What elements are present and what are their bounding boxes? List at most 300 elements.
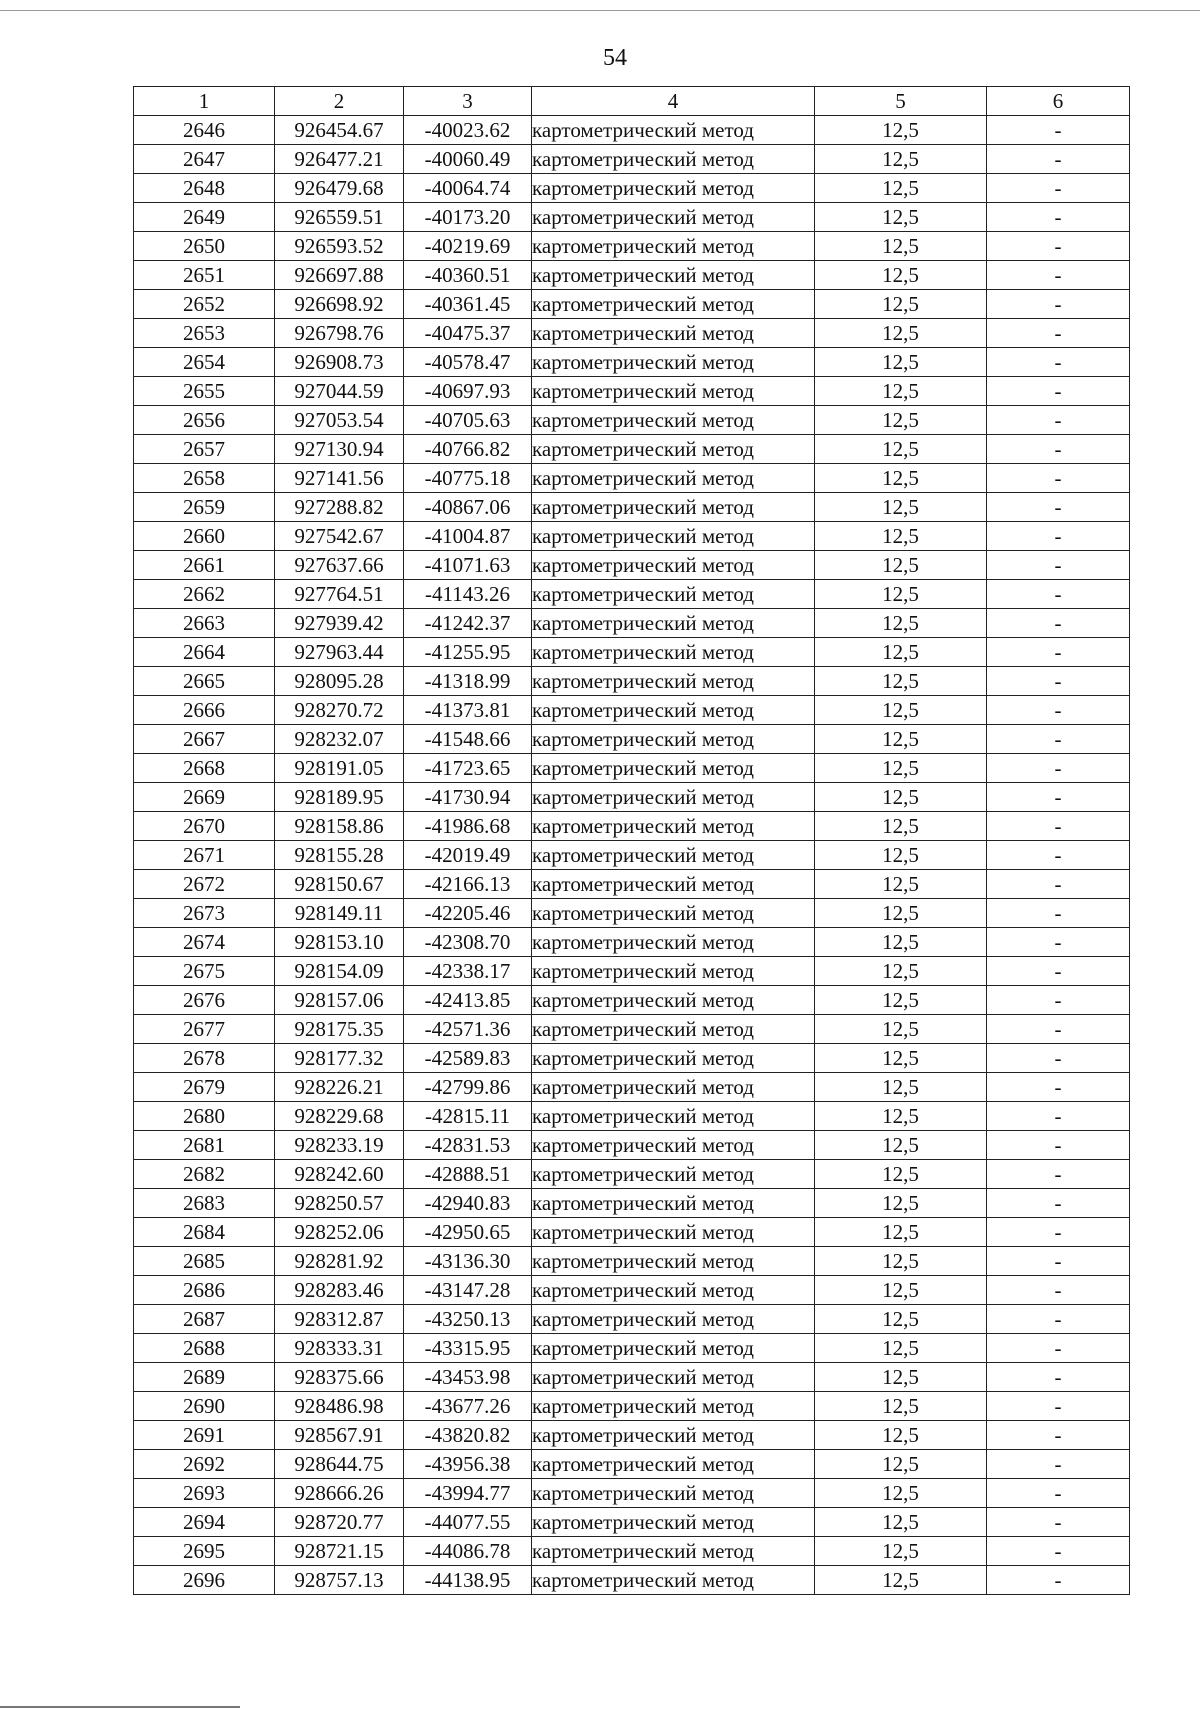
method-cell: картометрический метод <box>532 957 815 986</box>
point-number-cell: 2693 <box>134 1479 275 1508</box>
x-coordinate-cell: 928252.06 <box>275 1218 404 1247</box>
note-cell: - <box>987 1218 1130 1247</box>
table-row <box>134 1160 1130 1189</box>
y-coordinate-cell: -40475.37 <box>404 319 532 348</box>
point-number-cell: 2689 <box>134 1363 275 1392</box>
accuracy-cell: 12,5 <box>815 841 987 870</box>
accuracy-cell: 12,5 <box>815 145 987 174</box>
note-cell: - <box>987 1508 1130 1537</box>
note-cell: - <box>987 1334 1130 1363</box>
y-coordinate-cell: -40867.06 <box>404 493 532 522</box>
accuracy-cell: 12,5 <box>815 1073 987 1102</box>
accuracy-cell: 12,5 <box>815 232 987 261</box>
point-number-cell: 2665 <box>134 667 275 696</box>
note-cell: - <box>987 1131 1130 1160</box>
method-cell: картометрический метод <box>532 435 815 464</box>
x-coordinate-cell: 928177.32 <box>275 1044 404 1073</box>
y-coordinate-cell: -43453.98 <box>404 1363 532 1392</box>
y-coordinate-cell: -43994.77 <box>404 1479 532 1508</box>
x-coordinate-cell: 926477.21 <box>275 145 404 174</box>
table-row <box>134 1015 1130 1044</box>
x-coordinate-cell: 926697.88 <box>275 261 404 290</box>
accuracy-cell: 12,5 <box>815 667 987 696</box>
top-scan-rule <box>0 10 1200 11</box>
y-coordinate-cell: -40064.74 <box>404 174 532 203</box>
point-number-cell: 2663 <box>134 609 275 638</box>
column-header-6: 6 <box>987 87 1130 116</box>
accuracy-cell: 12,5 <box>815 1334 987 1363</box>
x-coordinate-cell: 926908.73 <box>275 348 404 377</box>
y-coordinate-cell: -40775.18 <box>404 464 532 493</box>
method-cell: картометрический метод <box>532 1421 815 1450</box>
accuracy-cell: 12,5 <box>815 609 987 638</box>
point-number-cell: 2654 <box>134 348 275 377</box>
accuracy-cell: 12,5 <box>815 696 987 725</box>
point-number-cell: 2666 <box>134 696 275 725</box>
accuracy-cell: 12,5 <box>815 203 987 232</box>
x-coordinate-cell: 928226.21 <box>275 1073 404 1102</box>
table-row <box>134 1276 1130 1305</box>
table-row <box>134 899 1130 928</box>
accuracy-cell: 12,5 <box>815 116 987 145</box>
method-cell: картометрический метод <box>532 696 815 725</box>
x-coordinate-cell: 927542.67 <box>275 522 404 551</box>
table-row <box>134 1566 1130 1595</box>
note-cell: - <box>987 1421 1130 1450</box>
y-coordinate-cell: -43315.95 <box>404 1334 532 1363</box>
method-cell: картометрический метод <box>532 667 815 696</box>
point-number-cell: 2646 <box>134 116 275 145</box>
table-row <box>134 841 1130 870</box>
table-row <box>134 319 1130 348</box>
note-cell: - <box>987 1247 1130 1276</box>
y-coordinate-cell: -42571.36 <box>404 1015 532 1044</box>
method-cell: картометрический метод <box>532 1160 815 1189</box>
table-row <box>134 1073 1130 1102</box>
x-coordinate-cell: 928150.67 <box>275 870 404 899</box>
y-coordinate-cell: -42413.85 <box>404 986 532 1015</box>
table-row <box>134 290 1130 319</box>
note-cell: - <box>987 754 1130 783</box>
method-cell: картометрический метод <box>532 812 815 841</box>
column-header-2: 2 <box>275 87 404 116</box>
accuracy-cell: 12,5 <box>815 464 987 493</box>
point-number-cell: 2690 <box>134 1392 275 1421</box>
note-cell: - <box>987 667 1130 696</box>
x-coordinate-cell: 928720.77 <box>275 1508 404 1537</box>
accuracy-cell: 12,5 <box>815 580 987 609</box>
note-cell: - <box>987 986 1130 1015</box>
method-cell: картометрический метод <box>532 1508 815 1537</box>
table-row <box>134 928 1130 957</box>
table-row <box>134 377 1130 406</box>
note-cell: - <box>987 870 1130 899</box>
x-coordinate-cell: 928270.72 <box>275 696 404 725</box>
table-row <box>134 1044 1130 1073</box>
y-coordinate-cell: -44138.95 <box>404 1566 532 1595</box>
x-coordinate-cell: 928666.26 <box>275 1479 404 1508</box>
note-cell: - <box>987 174 1130 203</box>
method-cell: картометрический метод <box>532 348 815 377</box>
y-coordinate-cell: -43677.26 <box>404 1392 532 1421</box>
table-row <box>134 1189 1130 1218</box>
note-cell: - <box>987 203 1130 232</box>
table-row <box>134 754 1130 783</box>
accuracy-cell: 12,5 <box>815 1276 987 1305</box>
x-coordinate-cell: 927939.42 <box>275 609 404 638</box>
note-cell: - <box>987 1044 1130 1073</box>
table-row <box>134 1537 1130 1566</box>
point-number-cell: 2653 <box>134 319 275 348</box>
point-number-cell: 2660 <box>134 522 275 551</box>
method-cell: картометрический метод <box>532 551 815 580</box>
y-coordinate-cell: -43136.30 <box>404 1247 532 1276</box>
table-row <box>134 870 1130 899</box>
x-coordinate-cell: 928158.86 <box>275 812 404 841</box>
point-number-cell: 2687 <box>134 1305 275 1334</box>
x-coordinate-cell: 928153.10 <box>275 928 404 957</box>
y-coordinate-cell: -41004.87 <box>404 522 532 551</box>
table-row <box>134 493 1130 522</box>
coordinates-table <box>133 86 1130 1595</box>
table-row <box>134 812 1130 841</box>
accuracy-cell: 12,5 <box>815 522 987 551</box>
method-cell: картометрический метод <box>532 1334 815 1363</box>
x-coordinate-cell: 928191.05 <box>275 754 404 783</box>
note-cell: - <box>987 232 1130 261</box>
table-row <box>134 696 1130 725</box>
point-number-cell: 2681 <box>134 1131 275 1160</box>
note-cell: - <box>987 696 1130 725</box>
method-cell: картометрический метод <box>532 609 815 638</box>
y-coordinate-cell: -42950.65 <box>404 1218 532 1247</box>
note-cell: - <box>987 1392 1130 1421</box>
method-cell: картометрический метод <box>532 1479 815 1508</box>
accuracy-cell: 12,5 <box>815 870 987 899</box>
x-coordinate-cell: 928154.09 <box>275 957 404 986</box>
point-number-cell: 2657 <box>134 435 275 464</box>
point-number-cell: 2683 <box>134 1189 275 1218</box>
note-cell: - <box>987 841 1130 870</box>
column-header-3: 3 <box>404 87 532 116</box>
y-coordinate-cell: -41548.66 <box>404 725 532 754</box>
x-coordinate-cell: 927637.66 <box>275 551 404 580</box>
note-cell: - <box>987 435 1130 464</box>
y-coordinate-cell: -41143.26 <box>404 580 532 609</box>
point-number-cell: 2668 <box>134 754 275 783</box>
y-coordinate-cell: -41242.37 <box>404 609 532 638</box>
method-cell: картометрический метод <box>532 1566 815 1595</box>
note-cell: - <box>987 1015 1130 1044</box>
method-cell: картометрический метод <box>532 174 815 203</box>
x-coordinate-cell: 927288.82 <box>275 493 404 522</box>
y-coordinate-cell: -42831.53 <box>404 1131 532 1160</box>
point-number-cell: 2672 <box>134 870 275 899</box>
x-coordinate-cell: 928721.15 <box>275 1537 404 1566</box>
accuracy-cell: 12,5 <box>815 1247 987 1276</box>
method-cell: картометрический метод <box>532 754 815 783</box>
column-header-5: 5 <box>815 87 987 116</box>
accuracy-cell: 12,5 <box>815 174 987 203</box>
method-cell: картометрический метод <box>532 841 815 870</box>
x-coordinate-cell: 928333.31 <box>275 1334 404 1363</box>
y-coordinate-cell: -40023.62 <box>404 116 532 145</box>
accuracy-cell: 12,5 <box>815 725 987 754</box>
point-number-cell: 2691 <box>134 1421 275 1450</box>
x-coordinate-cell: 927141.56 <box>275 464 404 493</box>
table-row <box>134 1131 1130 1160</box>
accuracy-cell: 12,5 <box>815 1450 987 1479</box>
x-coordinate-cell: 928149.11 <box>275 899 404 928</box>
method-cell: картометрический метод <box>532 406 815 435</box>
accuracy-cell: 12,5 <box>815 1421 987 1450</box>
y-coordinate-cell: -43956.38 <box>404 1450 532 1479</box>
table-row <box>134 261 1130 290</box>
accuracy-cell: 12,5 <box>815 812 987 841</box>
method-cell: картометрический метод <box>532 522 815 551</box>
accuracy-cell: 12,5 <box>815 1160 987 1189</box>
method-cell: картометрический метод <box>532 1450 815 1479</box>
point-number-cell: 2692 <box>134 1450 275 1479</box>
y-coordinate-cell: -44086.78 <box>404 1537 532 1566</box>
note-cell: - <box>987 580 1130 609</box>
point-number-cell: 2682 <box>134 1160 275 1189</box>
y-coordinate-cell: -42308.70 <box>404 928 532 957</box>
note-cell: - <box>987 1479 1130 1508</box>
method-cell: картометрический метод <box>532 1189 815 1218</box>
accuracy-cell: 12,5 <box>815 1044 987 1073</box>
point-number-cell: 2678 <box>134 1044 275 1073</box>
method-cell: картометрический метод <box>532 1276 815 1305</box>
table-row <box>134 1363 1130 1392</box>
point-number-cell: 2673 <box>134 899 275 928</box>
note-cell: - <box>987 1305 1130 1334</box>
table-row <box>134 1479 1130 1508</box>
y-coordinate-cell: -40360.51 <box>404 261 532 290</box>
method-cell: картометрический метод <box>532 290 815 319</box>
y-coordinate-cell: -40361.45 <box>404 290 532 319</box>
y-coordinate-cell: -40697.93 <box>404 377 532 406</box>
y-coordinate-cell: -42019.49 <box>404 841 532 870</box>
note-cell: - <box>987 1276 1130 1305</box>
note-cell: - <box>987 261 1130 290</box>
method-cell: картометрический метод <box>532 203 815 232</box>
point-number-cell: 2684 <box>134 1218 275 1247</box>
y-coordinate-cell: -41373.81 <box>404 696 532 725</box>
page-number: 54 <box>603 45 627 71</box>
table-row <box>134 1334 1130 1363</box>
table-row <box>134 435 1130 464</box>
table-row <box>134 116 1130 145</box>
point-number-cell: 2664 <box>134 638 275 667</box>
table-row <box>134 522 1130 551</box>
header-row <box>134 87 1130 116</box>
y-coordinate-cell: -42338.17 <box>404 957 532 986</box>
x-coordinate-cell: 927130.94 <box>275 435 404 464</box>
column-header-1: 1 <box>134 87 275 116</box>
point-number-cell: 2647 <box>134 145 275 174</box>
point-number-cell: 2659 <box>134 493 275 522</box>
accuracy-cell: 12,5 <box>815 319 987 348</box>
x-coordinate-cell: 928175.35 <box>275 1015 404 1044</box>
point-number-cell: 2674 <box>134 928 275 957</box>
table-row <box>134 609 1130 638</box>
x-coordinate-cell: 926454.67 <box>275 116 404 145</box>
x-coordinate-cell: 926698.92 <box>275 290 404 319</box>
x-coordinate-cell: 926479.68 <box>275 174 404 203</box>
method-cell: картометрический метод <box>532 899 815 928</box>
accuracy-cell: 12,5 <box>815 986 987 1015</box>
y-coordinate-cell: -42815.11 <box>404 1102 532 1131</box>
table-row <box>134 145 1130 174</box>
accuracy-cell: 12,5 <box>815 290 987 319</box>
y-coordinate-cell: -42205.46 <box>404 899 532 928</box>
table-row <box>134 638 1130 667</box>
point-number-cell: 2676 <box>134 986 275 1015</box>
accuracy-cell: 12,5 <box>815 1218 987 1247</box>
x-coordinate-cell: 928157.06 <box>275 986 404 1015</box>
x-coordinate-cell: 928095.28 <box>275 667 404 696</box>
x-coordinate-cell: 928281.92 <box>275 1247 404 1276</box>
accuracy-cell: 12,5 <box>815 406 987 435</box>
accuracy-cell: 12,5 <box>815 1537 987 1566</box>
accuracy-cell: 12,5 <box>815 377 987 406</box>
point-number-cell: 2667 <box>134 725 275 754</box>
accuracy-cell: 12,5 <box>815 957 987 986</box>
method-cell: картометрический метод <box>532 319 815 348</box>
note-cell: - <box>987 899 1130 928</box>
y-coordinate-cell: -41986.68 <box>404 812 532 841</box>
accuracy-cell: 12,5 <box>815 493 987 522</box>
table-row <box>134 348 1130 377</box>
accuracy-cell: 12,5 <box>815 1508 987 1537</box>
column-header-4: 4 <box>532 87 815 116</box>
y-coordinate-cell: -40173.20 <box>404 203 532 232</box>
y-coordinate-cell: -40705.63 <box>404 406 532 435</box>
method-cell: картометрический метод <box>532 986 815 1015</box>
accuracy-cell: 12,5 <box>815 783 987 812</box>
accuracy-cell: 12,5 <box>815 899 987 928</box>
x-coordinate-cell: 927764.51 <box>275 580 404 609</box>
point-number-cell: 2675 <box>134 957 275 986</box>
y-coordinate-cell: -40578.47 <box>404 348 532 377</box>
note-cell: - <box>987 725 1130 754</box>
y-coordinate-cell: -41730.94 <box>404 783 532 812</box>
x-coordinate-cell: 928232.07 <box>275 725 404 754</box>
method-cell: картометрический метод <box>532 493 815 522</box>
y-coordinate-cell: -42888.51 <box>404 1160 532 1189</box>
method-cell: картометрический метод <box>532 1218 815 1247</box>
y-coordinate-cell: -40766.82 <box>404 435 532 464</box>
table-row <box>134 464 1130 493</box>
method-cell: картометрический метод <box>532 1363 815 1392</box>
x-coordinate-cell: 928644.75 <box>275 1450 404 1479</box>
note-cell: - <box>987 783 1130 812</box>
method-cell: картометрический метод <box>532 232 815 261</box>
x-coordinate-cell: 928233.19 <box>275 1131 404 1160</box>
note-cell: - <box>987 319 1130 348</box>
note-cell: - <box>987 812 1130 841</box>
table-row <box>134 1421 1130 1450</box>
table-row <box>134 1102 1130 1131</box>
accuracy-cell: 12,5 <box>815 754 987 783</box>
point-number-cell: 2677 <box>134 1015 275 1044</box>
note-cell: - <box>987 1073 1130 1102</box>
table-row <box>134 725 1130 754</box>
note-cell: - <box>987 638 1130 667</box>
accuracy-cell: 12,5 <box>815 261 987 290</box>
x-coordinate-cell: 928283.46 <box>275 1276 404 1305</box>
point-number-cell: 2696 <box>134 1566 275 1595</box>
point-number-cell: 2670 <box>134 812 275 841</box>
method-cell: картометрический метод <box>532 725 815 754</box>
accuracy-cell: 12,5 <box>815 1305 987 1334</box>
point-number-cell: 2662 <box>134 580 275 609</box>
y-coordinate-cell: -41071.63 <box>404 551 532 580</box>
table-row <box>134 1450 1130 1479</box>
y-coordinate-cell: -42940.83 <box>404 1189 532 1218</box>
table-row <box>134 232 1130 261</box>
note-cell: - <box>987 1363 1130 1392</box>
method-cell: картометрический метод <box>532 580 815 609</box>
note-cell: - <box>987 609 1130 638</box>
accuracy-cell: 12,5 <box>815 1392 987 1421</box>
point-number-cell: 2671 <box>134 841 275 870</box>
note-cell: - <box>987 116 1130 145</box>
point-number-cell: 2669 <box>134 783 275 812</box>
note-cell: - <box>987 1566 1130 1595</box>
table-row <box>134 783 1130 812</box>
method-cell: картометрический метод <box>532 1044 815 1073</box>
x-coordinate-cell: 928312.87 <box>275 1305 404 1334</box>
table-row <box>134 1218 1130 1247</box>
x-coordinate-cell: 926593.52 <box>275 232 404 261</box>
point-number-cell: 2648 <box>134 174 275 203</box>
point-number-cell: 2686 <box>134 1276 275 1305</box>
point-number-cell: 2652 <box>134 290 275 319</box>
accuracy-cell: 12,5 <box>815 638 987 667</box>
table-row <box>134 406 1130 435</box>
table-row <box>134 1305 1130 1334</box>
accuracy-cell: 12,5 <box>815 1189 987 1218</box>
note-cell: - <box>987 145 1130 174</box>
x-coordinate-cell: 928155.28 <box>275 841 404 870</box>
x-coordinate-cell: 928189.95 <box>275 783 404 812</box>
point-number-cell: 2651 <box>134 261 275 290</box>
note-cell: - <box>987 290 1130 319</box>
method-cell: картометрический метод <box>532 1537 815 1566</box>
y-coordinate-cell: -41318.99 <box>404 667 532 696</box>
point-number-cell: 2695 <box>134 1537 275 1566</box>
x-coordinate-cell: 927044.59 <box>275 377 404 406</box>
method-cell: картометрический метод <box>532 1102 815 1131</box>
point-number-cell: 2685 <box>134 1247 275 1276</box>
method-cell: картометрический метод <box>532 1392 815 1421</box>
table-row <box>134 174 1130 203</box>
bottom-scan-rule <box>0 1706 240 1708</box>
note-cell: - <box>987 1160 1130 1189</box>
point-number-cell: 2694 <box>134 1508 275 1537</box>
table-row <box>134 667 1130 696</box>
method-cell: картометрический метод <box>532 377 815 406</box>
y-coordinate-cell: -40060.49 <box>404 145 532 174</box>
method-cell: картометрический метод <box>532 870 815 899</box>
x-coordinate-cell: 928229.68 <box>275 1102 404 1131</box>
method-cell: картометрический метод <box>532 1073 815 1102</box>
note-cell: - <box>987 1450 1130 1479</box>
point-number-cell: 2655 <box>134 377 275 406</box>
table-row <box>134 1508 1130 1537</box>
